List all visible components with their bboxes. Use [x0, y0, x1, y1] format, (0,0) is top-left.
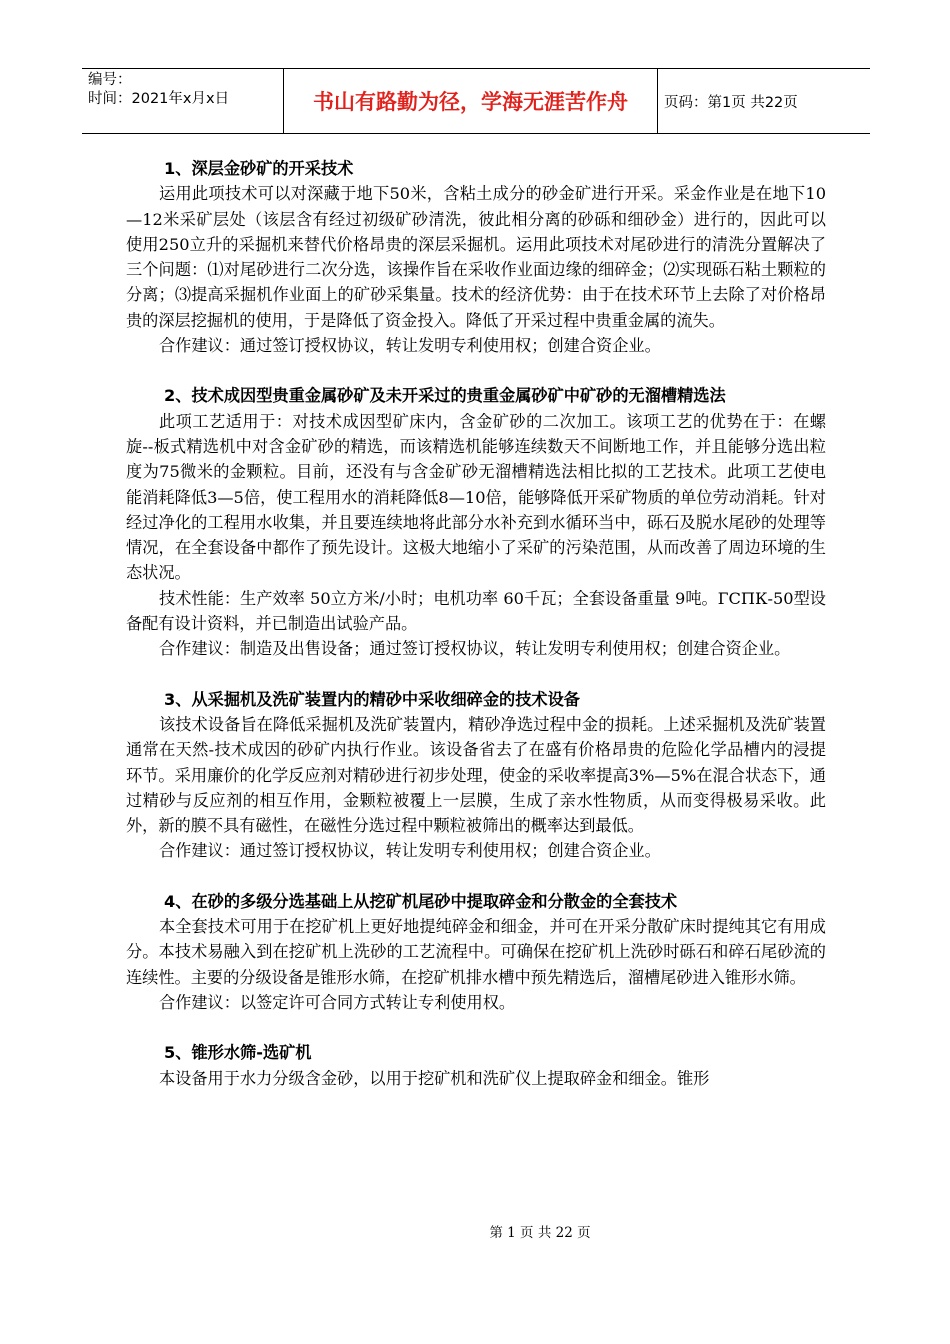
paragraph: 该技术设备旨在降低采掘机及洗矿装置内，精砂净选过程中金的损耗。上述采掘机及洗矿装置通常在天然-技术成因的砂矿内执行作业。该设备省去了在盛有价格昂贵的危险化学品槽内的浸提环节。采用廉价的化学反应剂对精砂进行初步处理，使金的采收率提高3%—5%在混合状态下，通过精砂与反应剂的相互作用，金颗粒被覆上一层膜，生成了亲水性物质，从而变得极易采收。此外，新的膜不具有磁性，在磁性分选过程中颗粒被筛出的概率达到最低。 [126, 714, 826, 836]
date-label: 时间：2021年x月x日 [88, 91, 230, 107]
section-title: 1、深层金砂矿的开采技术 [164, 159, 354, 178]
section-title: 2、技术成因型贵重金属砂矿及未开采过的贵重金属砂矿中矿砂的无溜槽精选法 [164, 386, 726, 406]
paragraph: 合作建议：通过签订授权协议，转让发明专利使用权；创建合资企业。 [159, 841, 661, 861]
paragraph: 合作建议：以签定许可合同方式转让专利使用权。 [159, 992, 516, 1012]
header-motto: 书山有路勤为径，学海无涯苦作舟 [284, 69, 658, 133]
footer-page-number: 第 1 页 共 22 页 [489, 1225, 591, 1241]
paragraph: 此项工艺适用于：对技术成因型矿床内，含金矿砂的二次加工。该项工艺的优势在于：在螺旋--板式精选机中对含金矿砂的精选，而该精选机能够连续数天不间断地工作，并且能够分选出粒度为75微米的金颗粒。目前，还没有与含金矿砂无溜槽精选法相比拟的工艺技术。此项工艺使电能消耗降低3—5倍，使工程用水的消耗降低8—10倍，能够降低开采矿物质的单位劳动消耗。针对经过净化的工程用水收集，并且要连续地将此部分水补充到水循环当中，砾石及脱水尾砂的处理等情况，在全套设备中都作了预先设计。这极大地缩小了采矿的污染范围，从而改善了周边环境的生态状况。 [126, 411, 826, 583]
header-page-info: 页码：第1页 共22页 [664, 94, 798, 111]
section-title: 3、从采掘机及洗矿装置内的精砂中采收细碎金的技术设备 [164, 689, 580, 709]
paragraph: 本全套技术可用于在挖矿机上更好地提纯碎金和细金，并可在开采分散矿床时提纯其它有用成分。本技术易融入到在挖矿机上洗砂的工艺流程中。可确保在挖矿机上洗砂时砾石和碎石尾砂流的连续性。主要的分级设备是锥形水筛，在挖矿机排水槽中预先精选后，溜槽尾砂进入锥形水筛。 [126, 917, 826, 987]
number-label: 编号： [88, 72, 132, 88]
paragraph: 合作建议：通过签订授权协议，转让发明专利使用权；创建合资企业。 [159, 336, 661, 356]
paragraph: 本设备用于水力分级含金砂，以用于挖矿机和洗矿仪上提取碎金和细金。锥形 [159, 1068, 710, 1088]
section-title: 5、锥形水筛-选矿机 [164, 1043, 312, 1063]
paragraph: 合作建议：制造及出售设备；通过签订授权协议，转让发明专利使用权；创建合资企业。 [159, 639, 791, 659]
header-meta-cell [82, 69, 284, 133]
page-footer [0, 1221, 950, 1241]
page-header [82, 68, 870, 134]
paragraph: 技术性能：生产效率 50立方米/小时；电机功率 60千瓦；全套设备重量 9吨。ГСПК-50型设备配有设计资料，并已制造出试验产品。 [126, 588, 826, 634]
paragraph: 运用此项技术可以对深藏于地下50米，含粘土成分的砂金矿进行开采。采金作业是在地下10—12米采矿层处（该层含有经过初级矿砂清洗，彼此相分离的砂砾和细砂金）进行的，因此可以使用250立升的采掘机来替代价格昂贵的深层采掘机。运用此项技术对尾砂进行的清洗分置解决了三个问题：⑴对尾砂进行二次分选，该操作旨在采收作业面边缘的细碎金；⑵实现砾石粘土颗粒的分离；⑶提高采掘机作业面上的矿砂采集量。技术的经济优势：由于在技术环节上去除了对价格昂贵的深层挖掘机的使用，于是降低了资金投入。降低了开采过程中贵重金属的流失。 [126, 184, 826, 330]
document-body [126, 156, 826, 1091]
section-title: 4、在砂的多级分选基础上从挖矿机尾砂中提取碎金和分散金的全套技术 [164, 891, 678, 911]
